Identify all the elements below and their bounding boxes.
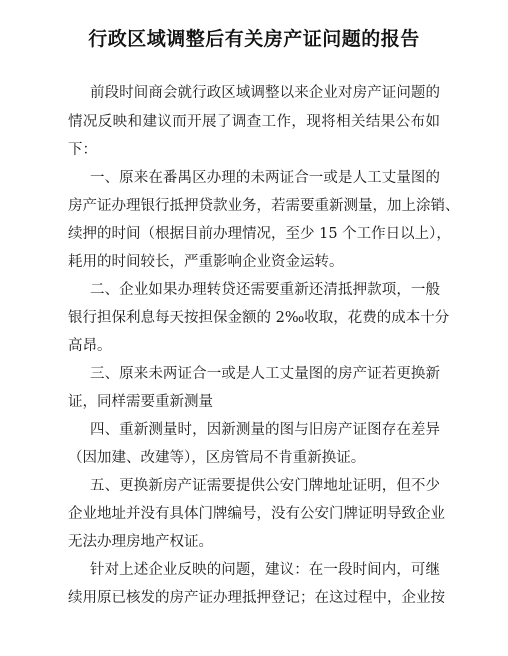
item-1-line-3: 续押的时间（根据目前办理情况，至少 15 个工作日以上）， xyxy=(68,226,451,242)
item-4-line-1: 四、重新测量时，因新测量的图与旧房产证图存在差异 xyxy=(90,422,440,438)
item-4-line-2: （因加建、改建等），区房管局不肯重新换证。 xyxy=(68,450,366,466)
item-5-line-1: 五、更换新房产证需要提供公安门牌地址证明，但不少 xyxy=(90,478,440,494)
paragraph-intro-line-1: 前段时间商会就行政区域调整以来企业对房产证问题的 xyxy=(90,85,440,101)
proposal-line-2: 续用原已核发的房产证办理抵押登记；在这过程中，企业按 xyxy=(68,590,445,606)
item-2-line-3: 高昂。 xyxy=(68,338,112,354)
document-title: 行政区域调整后有关房产证问题的报告 xyxy=(88,28,420,50)
paragraph-intro-line-3: 下： xyxy=(68,142,97,158)
item-1-line-2: 房产证办理银行抵押贷款业务，若需要重新测量，加上涂销、 xyxy=(68,198,460,214)
item-2-line-2: 银行担保利息每天按担保金额的 2‰收取，花费的成本十分 xyxy=(68,310,450,326)
item-3-line-1: 三、原来未两证合一或是人工丈量图的房产证若更换新 xyxy=(90,366,440,382)
item-2-line-1: 二、企业如果办理转贷还需要重新还清抵押款项，一般 xyxy=(90,282,440,298)
item-1-line-1: 一、原来在番禺区办理的未两证合一或是人工丈量图的 xyxy=(90,170,440,186)
item-1-line-4: 耗用的时间较长，严重影响企业资金运转。 xyxy=(68,254,344,270)
item-5-line-2: 企业地址并没有具体门牌编号，没有公安门牌证明导致企业 xyxy=(68,506,445,522)
paragraph-intro-line-2: 情况反映和建议而开展了调查工作，现将相关结果公布如 xyxy=(68,114,440,130)
item-3-line-2: 证，同样需要重新测量 xyxy=(68,394,213,410)
proposal-line-1: 针对上述企业反映的问题，建议：在一段时间内，可继 xyxy=(90,562,440,578)
item-5-line-3: 无法办理房地产权证。 xyxy=(68,534,213,550)
